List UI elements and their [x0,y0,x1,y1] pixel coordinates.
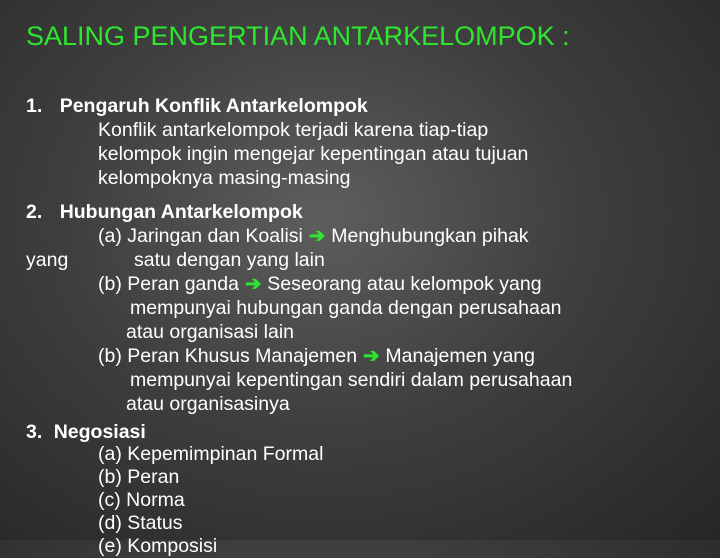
item-2-sub-a-cont: satu dengan yang lain [134,249,325,271]
slide-title: SALING PENGERTIAN ANTARKELOMPOK : [26,21,570,51]
sub-label: (a) Jaringan dan Koalisi [98,225,303,247]
item-2-sub-a-cont-prefix: yang [26,249,69,271]
item-3-heading [26,420,146,444]
item-2-heading [26,200,303,224]
item-2-sub-a [98,224,529,248]
item-3-number: 3. [26,421,43,443]
item-1-number: 1. [26,95,43,117]
sub-label: (b) Peran ganda [98,273,239,295]
item-1-body-line: Konflik antarkelompok terjadi karena tiap-tiap [98,119,489,141]
arrow-right-icon: ➔ [363,345,380,367]
sub-label: (b) Peran Khusus Manajemen [98,345,358,367]
item-2-sub-b-cont: mempunyai hubungan ganda dengan perusahaan [130,297,562,319]
item-2-number: 2. [26,201,43,223]
item-3-list-item: (a) Kepemimpinan Formal [98,443,324,465]
item-3-list-item: (b) Peran [98,466,180,488]
item-3-list-item: (e) Komposisi [98,535,218,557]
item-2-heading-text: Hubungan Antarkelompok [59,201,303,223]
item-3-list-item: (d) Status [98,512,183,534]
item-2-sub-c-cont: mempunyai kepentingan sendiri dalam perusahaan [130,369,573,391]
item-1-body-line: kelompok ingin mengejar kepentingan atau tujuan [98,143,529,165]
arrow-right-icon: ➔ [308,225,326,247]
item-2-sub-b [98,272,542,296]
arrow-right-icon: ➔ [244,273,262,295]
item-1-heading [26,94,368,118]
item-2-sub-c [98,344,535,368]
item-2-sub-c-cont: atau organisasinya [126,393,290,415]
item-1-heading-text: Pengaruh Konflik Antarkelompok [59,95,368,117]
item-3-heading-text: Negosiasi [53,421,146,443]
sub-desc: Seseorang atau kelompok yang [267,273,542,295]
item-1-body-line: kelompoknya masing-masing [98,167,351,189]
item-3-list-item: (c) Norma [98,489,185,511]
sub-desc: Manajemen yang [385,345,535,367]
item-2-sub-b-cont: atau organisasi lain [126,321,295,343]
sub-desc: Menghubungkan pihak [331,225,529,247]
